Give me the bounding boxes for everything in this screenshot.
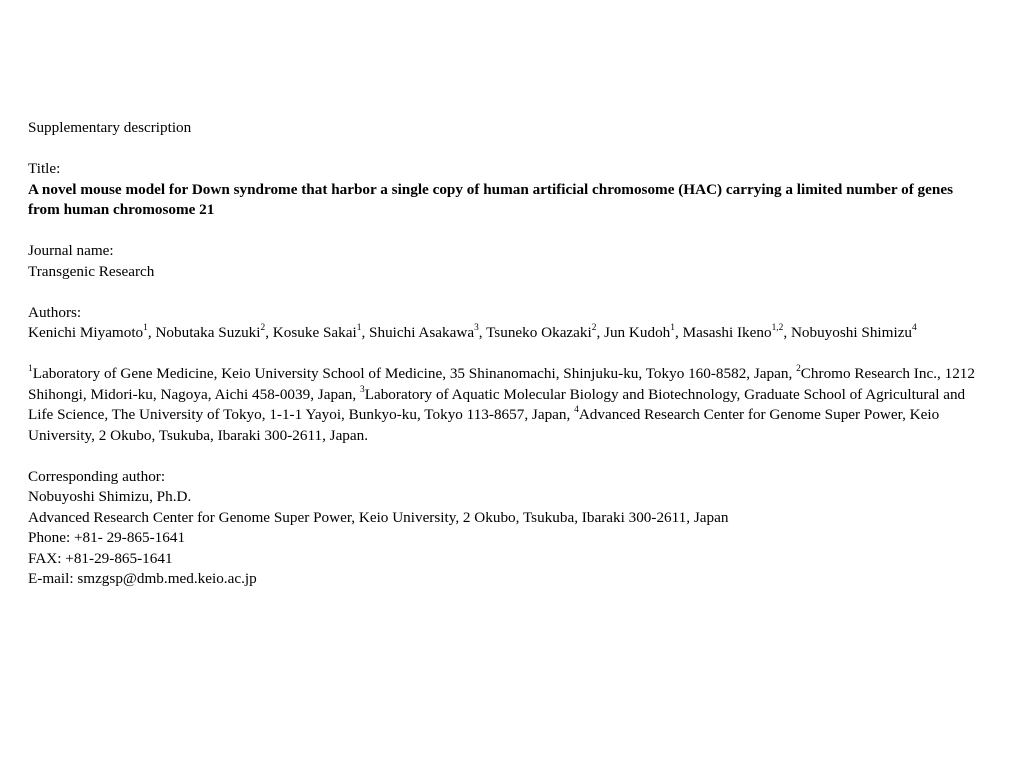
author-affiliation-mark: 1 — [670, 323, 675, 334]
journal-label: Journal name: — [28, 242, 114, 259]
author-name: Kenichi Miyamoto — [28, 324, 144, 341]
spacer — [28, 282, 978, 303]
authors-label: Authors: — [28, 303, 82, 321]
affiliation-mark: 1 — [28, 364, 33, 375]
spacer — [28, 446, 978, 467]
affiliation-text: Laboratory of Gene Medicine, Keio University School of Medicine, 35 Shinanomachi, Shinjuku-ku, Tokyo 160-8582, Japan, — [32, 365, 797, 382]
spacer — [28, 344, 978, 365]
author-name: Tsuneko Okazaki — [486, 324, 592, 341]
author-entry — [683, 324, 784, 341]
affiliation-mark: 4 — [574, 405, 579, 416]
author-affiliation-mark: 4 — [912, 323, 917, 334]
corresponding-label: Corresponding author: — [28, 467, 166, 485]
corresponding-fax: FAX: +81-29-865-1641 — [28, 549, 173, 567]
author-entry — [791, 324, 917, 341]
author-name: Nobuyoshi Shimizu — [790, 324, 913, 341]
title-label: Title: — [28, 160, 61, 177]
affiliation-text: Advanced Research Center for Genome Super Power, Keio University, 2 Okubo, Tsukuba, Ibaraki 300-2611, Japan. — [28, 406, 940, 444]
affiliation-mark: 3 — [359, 384, 365, 395]
author-affiliation-mark: 3 — [474, 323, 479, 334]
spacer — [28, 221, 978, 242]
affiliation-text: Laboratory of Aquatic Molecular Biology and Biotechnology, Graduate School of Agricultural and Life Science, The University of Tokyo, 1-1-1 Yayoi, Bunkyo-ku, Tokyo 113-8657, Japan, — [28, 385, 966, 423]
supplementary-heading: Supplementary description — [28, 119, 192, 136]
author-name: Masashi Ikeno — [682, 324, 772, 341]
affiliation-mark: 2 — [796, 364, 801, 375]
journal-name: Transgenic Research — [28, 262, 155, 280]
author-affiliation-mark: 1,2 — [771, 323, 784, 334]
author-affiliation-mark: 2 — [260, 323, 266, 334]
author-entry — [604, 324, 675, 341]
spacer — [28, 139, 978, 160]
author-entry — [155, 324, 265, 341]
author-list: Kenichi Miyamoto$^1$, Nobutaka Suzuki$^2$, Kosuke Sakai$^1$, Shuichi Asakawa$^3$, Tsuneko Okazaki$^2$, Jun Kudoh$^1$, Masashi Ikeno$^{1,2}$, Nobuyoshi Shimizu$^4$ — [28, 323, 917, 341]
corresponding-phone: Phone: +81- 29-865-1641 — [28, 529, 186, 546]
author-entry — [486, 324, 596, 341]
affiliations-paragraph — [28, 364, 978, 446]
author-name: Jun Kudoh — [604, 324, 671, 341]
author-name: Nobutaka Suzuki — [155, 324, 261, 341]
author-entry — [369, 324, 479, 341]
author-affiliation-mark: 1 — [356, 323, 362, 334]
corresponding-address: Advanced Research Center for Genome Super Power, Keio University, 2 Okubo, Tsukuba, Ibaraki 300-2611, Japan — [28, 508, 729, 526]
author-name: Shuichi Asakawa — [369, 324, 475, 341]
paper-title: A novel mouse model for Down syndrome that harbor a single copy of human artificial chromosome (HAC) carrying a limited number of genes from human chromosome 21 — [28, 180, 953, 218]
author-affiliation-mark: 2 — [591, 323, 597, 334]
affiliation-text: Chromo Research Inc., 1212 Shihongi, Midori-ku, Nagoya, Aichi 458-0039, Japan, — [28, 365, 975, 403]
author-entry — [273, 324, 362, 341]
author-affiliation-mark: 1 — [143, 323, 148, 334]
author-entry — [28, 324, 148, 341]
corresponding-email: E-mail: smzgsp@dmb.med.keio.ac.jp — [28, 570, 257, 587]
document-page — [28, 118, 978, 590]
author-name: Kosuke Sakai — [272, 324, 357, 341]
corresponding-name: Nobuyoshi Shimizu, Ph.D. — [28, 488, 192, 505]
